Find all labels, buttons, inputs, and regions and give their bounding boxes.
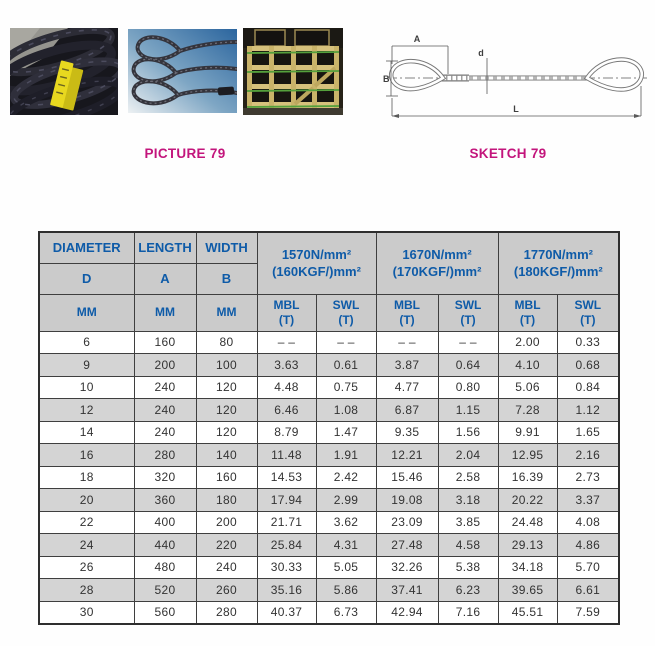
sub-header-swl-1670 (438, 294, 498, 331)
wooden-crate-illustration (243, 28, 343, 115)
table-cell: 0.61 (316, 354, 376, 377)
table-cell: 1.15 (438, 399, 498, 422)
table-cell: 0.80 (438, 376, 498, 399)
table-cell: 180 (196, 489, 257, 512)
table-cell: 0.33 (557, 331, 619, 354)
table-cell: 0.68 (557, 354, 619, 377)
table-cell: 1.47 (316, 421, 376, 444)
strength-group-1670 (376, 232, 498, 294)
table-row (39, 444, 619, 467)
table-cell: 5.06 (498, 376, 557, 399)
picture-caption: PICTURE 79 (144, 146, 226, 161)
table-cell: – – (376, 331, 438, 354)
table-cell: 42.94 (376, 601, 438, 624)
wire-rope-slings-illustration (128, 29, 237, 113)
strength-1770-line1: 1770N/mm² (523, 246, 593, 262)
strength-1570-line1: 1570N/mm² (281, 246, 352, 262)
table-cell: 4.10 (498, 354, 557, 377)
table-row (39, 399, 619, 422)
table-cell: 5.05 (316, 556, 376, 579)
swl-unit: (T) (580, 312, 596, 327)
table-cell: 9.35 (376, 421, 438, 444)
col-symbol-d: D (39, 263, 134, 294)
table-cell: 240 (196, 556, 257, 579)
table-row (39, 601, 619, 624)
table-cell: 480 (134, 556, 196, 579)
wire-rope-coil-illustration (10, 28, 118, 115)
mbl-label: MBL (394, 298, 421, 313)
table-row (39, 579, 619, 602)
table-cell: 7.59 (557, 601, 619, 624)
table-cell: 2.00 (498, 331, 557, 354)
sling-dimension-drawing (383, 28, 651, 128)
table-cell: 440 (134, 534, 196, 557)
table-cell: 10 (39, 376, 134, 399)
swl-label: SWL (454, 298, 482, 313)
col-header-diameter: DIAMETER (39, 232, 134, 263)
table-cell: 160 (196, 466, 257, 489)
table-cell: 7.28 (498, 399, 557, 422)
table-cell: 35.16 (257, 579, 316, 602)
table-row (39, 489, 619, 512)
table-cell: 30.33 (257, 556, 316, 579)
table-cell: 240 (134, 399, 196, 422)
table-cell: 240 (134, 376, 196, 399)
table-cell: 3.62 (316, 511, 376, 534)
table-cell: 40.37 (257, 601, 316, 624)
table-row (39, 511, 619, 534)
table-cell: 9 (39, 354, 134, 377)
table-row (39, 466, 619, 489)
table-cell: 3.37 (557, 489, 619, 512)
table-cell: 80 (196, 331, 257, 354)
table-cell: 27.48 (376, 534, 438, 557)
table-cell: 37.41 (376, 579, 438, 602)
table-cell: 34.18 (498, 556, 557, 579)
mbl-label: MBL (514, 298, 541, 313)
table-cell: 6.46 (257, 399, 316, 422)
table-cell: 18 (39, 466, 134, 489)
table-cell: 2.16 (557, 444, 619, 467)
sub-header-mbl-1570 (257, 294, 316, 331)
sketch-caption: SKETCH 79 (469, 146, 547, 161)
table-cell: 20.22 (498, 489, 557, 512)
table-cell: 1.56 (438, 421, 498, 444)
wire-rope-slings-photo (128, 29, 237, 113)
table-cell: 15.46 (376, 466, 438, 489)
spec-table (38, 231, 620, 625)
table-cell: 280 (196, 601, 257, 624)
dim-label-b: B (383, 74, 390, 84)
table-row (39, 534, 619, 557)
table-cell: 2.73 (557, 466, 619, 489)
table-cell: 16 (39, 444, 134, 467)
strength-1670-line2: (170KGF/)mm² (392, 264, 482, 280)
table-row (39, 376, 619, 399)
table-cell: 21.71 (257, 511, 316, 534)
table-cell: 360 (134, 489, 196, 512)
strength-1570-line2: (160KGF/)mm² (272, 264, 361, 280)
strength-1670-line1: 1670N/mm² (402, 246, 472, 262)
table-cell: 2.04 (438, 444, 498, 467)
mbl-unit: (T) (278, 312, 295, 327)
table-cell: 280 (134, 444, 196, 467)
table-cell: 24.48 (498, 511, 557, 534)
table-cell: 3.63 (257, 354, 316, 377)
col-unit-diameter: MM (39, 294, 134, 331)
table-cell: 7.16 (438, 601, 498, 624)
table-cell: 220 (196, 534, 257, 557)
col-header-width: WIDTH (196, 232, 257, 263)
table-cell: 6.87 (376, 399, 438, 422)
table-cell: 6.23 (438, 579, 498, 602)
table-cell: 11.48 (257, 444, 316, 467)
table-cell: 5.38 (438, 556, 498, 579)
table-cell: 6.61 (557, 579, 619, 602)
table-cell: 200 (196, 511, 257, 534)
table-cell: 140 (196, 444, 257, 467)
table-cell: 120 (196, 376, 257, 399)
table-cell: 1.12 (557, 399, 619, 422)
table-cell: 8.79 (257, 421, 316, 444)
table-cell: 3.85 (438, 511, 498, 534)
table-cell: – – (316, 331, 376, 354)
swl-unit: (T) (460, 312, 476, 327)
wire-rope-coil-photo (10, 28, 118, 115)
col-unit-length: MM (134, 294, 196, 331)
table-cell: 6 (39, 331, 134, 354)
table-cell: 19.08 (376, 489, 438, 512)
table-cell: 20 (39, 489, 134, 512)
swl-label: SWL (332, 298, 360, 313)
table-cell: 1.91 (316, 444, 376, 467)
table-cell: 45.51 (498, 601, 557, 624)
table-cell: 4.77 (376, 376, 438, 399)
strength-group-1770 (498, 232, 619, 294)
table-cell: 26 (39, 556, 134, 579)
mbl-label: MBL (273, 298, 300, 313)
table-cell: 4.31 (316, 534, 376, 557)
table-cell: 320 (134, 466, 196, 489)
table-cell: 3.87 (376, 354, 438, 377)
table-cell: 22 (39, 511, 134, 534)
dim-label-l: L (513, 104, 519, 114)
table-cell: 0.64 (438, 354, 498, 377)
table-cell: 520 (134, 579, 196, 602)
table-cell: 23.09 (376, 511, 438, 534)
sub-header-swl-1770 (557, 294, 619, 331)
dim-label-a: A (413, 34, 421, 44)
sub-header-mbl-1770 (498, 294, 557, 331)
table-cell: 4.86 (557, 534, 619, 557)
table-cell: 120 (196, 421, 257, 444)
table-cell: 2.99 (316, 489, 376, 512)
table-cell: 3.18 (438, 489, 498, 512)
table-cell: 2.42 (316, 466, 376, 489)
col-unit-width: MM (196, 294, 257, 331)
table-cell: 16.39 (498, 466, 557, 489)
table-cell: 160 (134, 331, 196, 354)
col-symbol-a: A (134, 263, 196, 294)
sub-header-mbl-1670 (376, 294, 438, 331)
table-cell: 17.94 (257, 489, 316, 512)
swl-unit: (T) (338, 312, 354, 327)
swl-label: SWL (574, 298, 602, 313)
table-cell: 12 (39, 399, 134, 422)
dim-label-d: d (478, 48, 484, 58)
table-cell: 200 (134, 354, 196, 377)
strength-1770-line2: (180KGF/)mm² (513, 264, 603, 280)
table-cell: – – (257, 331, 316, 354)
table-cell: 120 (196, 399, 257, 422)
col-header-length: LENGTH (134, 232, 196, 263)
table-cell: 29.13 (498, 534, 557, 557)
table-cell: 1.08 (316, 399, 376, 422)
table-cell: 14 (39, 421, 134, 444)
table-row (39, 421, 619, 444)
table-cell: 28 (39, 579, 134, 602)
table-cell: 240 (134, 421, 196, 444)
table-cell: 4.48 (257, 376, 316, 399)
table-cell: – – (438, 331, 498, 354)
table-cell: 25.84 (257, 534, 316, 557)
table-cell: 4.08 (557, 511, 619, 534)
sub-header-swl-1570 (316, 294, 376, 331)
mbl-unit: (T) (399, 312, 415, 327)
table-cell: 6.73 (316, 601, 376, 624)
table-cell: 0.84 (557, 376, 619, 399)
table-cell: 9.91 (498, 421, 557, 444)
table-cell: 0.75 (316, 376, 376, 399)
table-cell: 4.58 (438, 534, 498, 557)
col-symbol-b: B (196, 263, 257, 294)
table-cell: 12.95 (498, 444, 557, 467)
table-cell: 5.86 (316, 579, 376, 602)
table-row (39, 556, 619, 579)
table-cell: 2.58 (438, 466, 498, 489)
strength-group-1570 (257, 232, 376, 294)
table-cell: 14.53 (257, 466, 316, 489)
mbl-unit: (T) (519, 312, 536, 327)
table-cell: 5.70 (557, 556, 619, 579)
dimension-sketch (383, 28, 651, 132)
table-cell: 1.65 (557, 421, 619, 444)
table-row (39, 354, 619, 377)
wooden-crate-photo (243, 28, 343, 115)
table-cell: 400 (134, 511, 196, 534)
table-cell: 560 (134, 601, 196, 624)
table-cell: 30 (39, 601, 134, 624)
table-row (39, 331, 619, 354)
table-cell: 12.21 (376, 444, 438, 467)
table-cell: 24 (39, 534, 134, 557)
table-cell: 100 (196, 354, 257, 377)
spec-table-body (39, 331, 619, 624)
table-cell: 39.65 (498, 579, 557, 602)
table-cell: 260 (196, 579, 257, 602)
table-cell: 32.26 (376, 556, 438, 579)
